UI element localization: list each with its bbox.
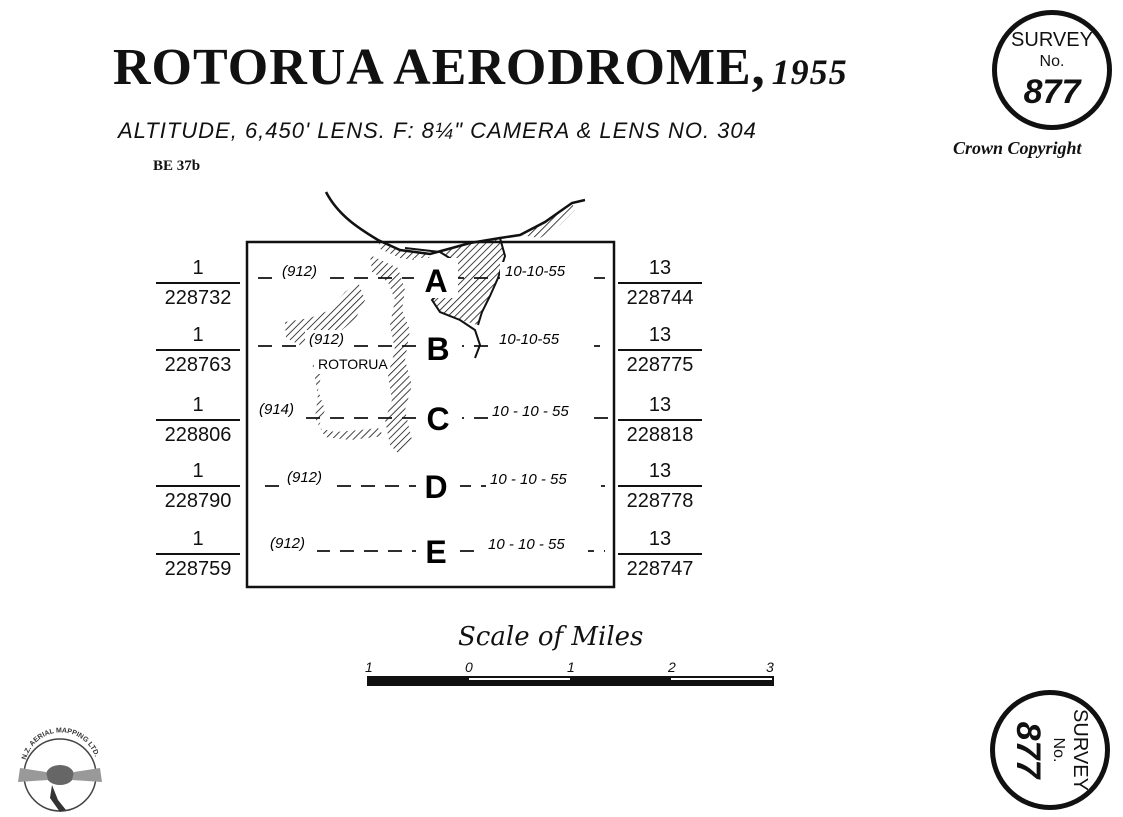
scale-title: Scale of Miles — [458, 622, 644, 652]
run-date-c: 10 - 10 - 55 — [492, 403, 569, 420]
stamp-no-label: No. — [1050, 737, 1067, 763]
scale-tick-label: 1 — [567, 659, 575, 675]
run-date-a: 10-10-55 — [505, 263, 566, 280]
right-photo-number: 228778 — [626, 490, 694, 512]
left-start-photo: 1 — [156, 256, 240, 284]
scale-tick-label: 0 — [465, 659, 473, 675]
left-photo-number: 228806 — [164, 424, 232, 446]
run-date-d: 10 - 10 - 55 — [490, 471, 567, 488]
town-label: ROTORUA — [318, 356, 388, 372]
run-letter-c: C — [426, 401, 450, 437]
stamp-no-label: No. — [1039, 53, 1065, 70]
sheet-reference: BE 37b — [153, 158, 201, 174]
left-photo-number: 228759 — [164, 558, 232, 580]
left-start-photo: 1 — [156, 459, 240, 487]
left-start-photo: 1 — [156, 323, 240, 351]
right-photo-number: 228775 — [626, 354, 694, 376]
run-code-b: (912) — [309, 331, 345, 348]
run-letter-d: D — [424, 469, 448, 505]
right-end-photo: 13 — [618, 527, 702, 555]
left-photo-number: 228732 — [164, 287, 232, 309]
run-letter-a: A — [424, 263, 448, 299]
right-photo-number: 228747 — [626, 558, 694, 580]
run-date-b: 10-10-55 — [499, 331, 560, 348]
stamp-number: 877 — [1009, 721, 1047, 779]
title-year: 1955 — [771, 52, 848, 92]
scale-bar — [368, 677, 773, 685]
right-end-photo: 13 — [618, 323, 702, 351]
logo-text — [21, 727, 100, 760]
scale-segment — [671, 680, 773, 685]
shore-shading — [520, 203, 575, 238]
scale-tick-label: 2 — [668, 659, 676, 675]
run-code-e: (912) — [270, 535, 306, 552]
scale-segment — [368, 677, 469, 685]
right-photo-number: 228744 — [626, 287, 694, 309]
logo-text-path: N.Z. AERIAL MAPPING LTD. — [21, 727, 100, 761]
right-end-photo: 13 — [618, 393, 702, 421]
stamp-survey-label: SURVEY — [1069, 709, 1091, 791]
scale-tick-label: 3 — [766, 659, 774, 675]
stamp-survey-label: SURVEY — [1011, 29, 1093, 51]
title-text: ROTORUA AERODROME, — [113, 39, 766, 96]
run-date-e: 10 - 10 - 55 — [488, 536, 565, 553]
left-photo-number: 228790 — [164, 490, 232, 512]
scale-segment — [469, 680, 570, 685]
run-code-a: (912) — [282, 263, 318, 280]
run-code-d: (912) — [287, 469, 323, 486]
scale-tick-label: 1 — [365, 659, 373, 675]
crown-copyright: Crown Copyright — [953, 138, 1082, 158]
right-photo-number: 228818 — [626, 424, 694, 446]
left-start-photo: 1 — [156, 527, 240, 555]
stamp-number: 877 — [1023, 73, 1081, 111]
run-letter-b: B — [426, 331, 450, 367]
aerial-mapping-logo — [18, 727, 102, 812]
left-start-photo: 1 — [156, 393, 240, 421]
scale-segment — [570, 677, 671, 685]
right-end-photo: 13 — [618, 256, 702, 284]
run-letter-e: E — [425, 534, 447, 570]
flight-details: ALTITUDE, 6,450' LENS. F: 8¼" CAMERA & LENS NO. 304 — [118, 118, 757, 143]
left-photo-number: 228763 — [164, 354, 232, 376]
run-code-c: (914) — [259, 401, 295, 418]
right-end-photo: 13 — [618, 459, 702, 487]
